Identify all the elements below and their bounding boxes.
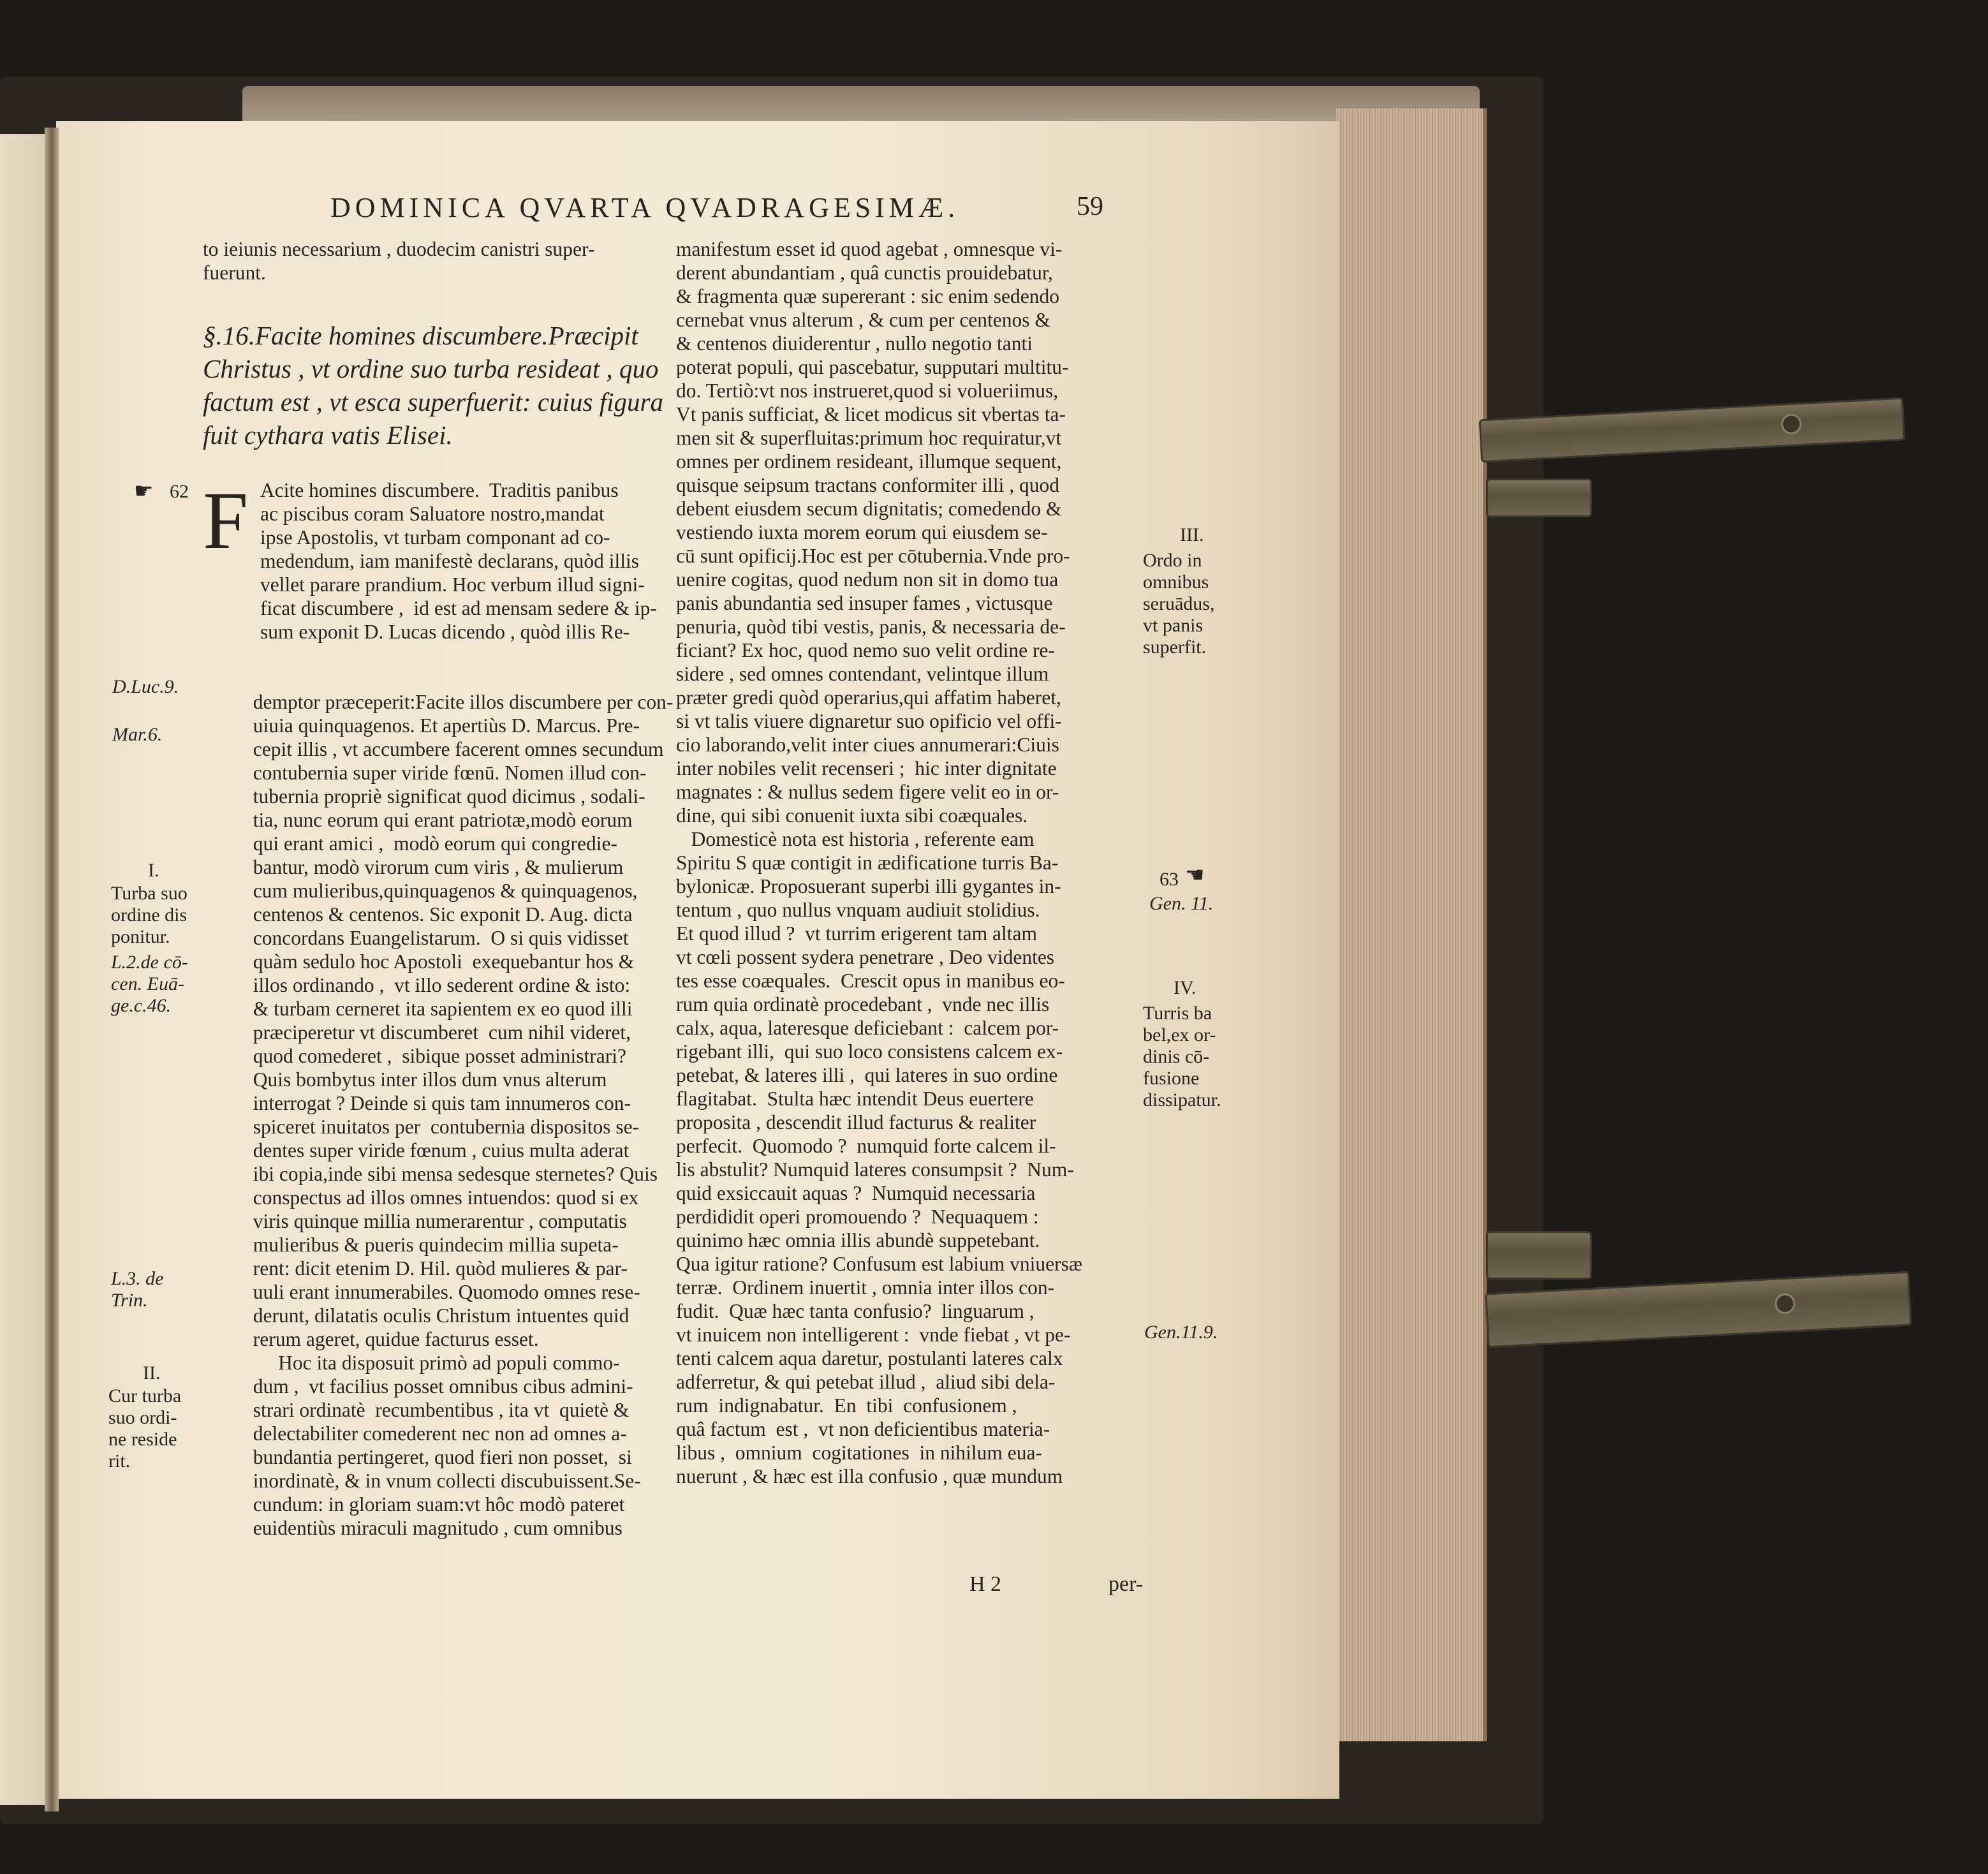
upper-clasp-rivet-icon xyxy=(1781,413,1802,435)
margin-note-63: 63 xyxy=(1160,869,1179,890)
column1-top-lines: to ieiunis necessarium , duodecim canistri super- fuerunt. xyxy=(203,238,595,284)
margin-note-IV: Turris ba bel,ex or- dinis cō- fusione dissipatur. xyxy=(1143,1003,1221,1110)
margin-number-III: III. xyxy=(1180,524,1204,545)
margin-ref-hil: L.3. de Trin. xyxy=(111,1268,164,1311)
margin-ref-gen119: Gen.11.9. xyxy=(1144,1322,1218,1343)
book-gutter xyxy=(45,128,59,1811)
pointing-hand-left-icon: ☚ xyxy=(1185,864,1205,887)
column2-body: manifestum esset id quod agebat , omnesque vi- derent abundantiam , quâ cunctis prouidebatur, & fragmenta quæ supererant : sic enim sedendo cernebat vnus alterum , & cum per centenos & & centenos diuiderentur , nullo negotio tanti poterat populi, qui pascebatur, supputari multitu- do. Tertiò:vt nos instrueret,quod si volueriimus, Vt panis sufficiat, & licet modicus sit vbertas ta- men sit & superfluitas:primum hoc requiratur,vt omnes per ordinem resideant, illumque sequent, quisque seipsum tractans conformiter illi , quod debent eiusdem secum dignitatis; comedendo & vestiendo iuxta morem eorum qui eiusdem se- cū sunt opificij.Hoc est per cōtubernia.Vnde pro- uenire cogitas, quod nedum non sit in domo tua panis abundantia sed insuper fames , victusque penuria, quòd tibi vestis, panis, & necessaria de- ficiant? Ex hoc, quod nemo suo velit ordine re- sidere , sed omnes contendant, velintque illum præter gredi quòd operarius,qui affatim haberet, si vt talis viuere dignaretur suo opificio vel offi- cio laborando,velit inter ciues annumerari:Ciuis inter nobiles velit recenseri ; hic inter dignitate magnates : & nullus sedem figere velit eo in or- dine, qui sibi conuenit iuxta sibi coæquales. Domesticè nota est historia , referente eam Spiritu S quæ contigit in ædificatione turris Ba- bylonicæ. Proposuerant superbi illi gygantes in- tentum , quo nullus vnquam audiuit stolidius. Et quod illud ? vt turrim erigerent tam altam vt cœli possent sydera penetrare , Deo videntes tes esse coæquales. Crescit opus in manibus eo- rum quia ordinatè procedebant , vnde nec illis calx, aqua, lateresque deficiebant : calcem por- rigebant illi, qui suo loco consistens calcem ex- petebat, & lateres illi , qui lateres in suo ordine flagitabat. Stulta hæc intendit Deus euertere proposita , descendit illud facturus & realiter perfecit. Quomodo ? numquid forte calcem il- lis abstulit? Numquid lateres consumpsit ? Num- quid exsiccauit aquas ? Numquid necessaria perdididit operi promouendo ? Nequaquem : quinimo hæc omnia illis abundè suppetebant. Qua igitur ratione? Confusum est labium vniuersæ terræ. Ordinem inuertit , omnia inter illos con- fudit. Quæ hæc tanta confusio? linguarum , vt inuicem non intelligerent : vnde fiebat , vt pe- tenti calcem aqua daretur, postulanti lateres calx adferretur, & qui petebat illud , aliud sibi dela- rum indignabatur. En tibi confusionem , quâ factum est , vt non deficientibus materia- libus , omnium cogitationes in nihilum eua- nuerunt , & hæc est illa confusio , quæ mundum xyxy=(676,238,1082,1487)
column1-opening-lines: Acite homines discumbere. Traditis panibus ac piscibus coram Saluatore nostro,mandat ipse Apostolis, vt turbam componant ad co- medendum, iam manifestè declarans, quòd illis vellet parare prandium. Hoc verbum illud signi- ficat discumbere , id est ad mensam sedere & ip- sum exponit D. Lucas dicendo , quòd illis Re- xyxy=(260,479,657,643)
pointing-hand-icon: ☛ xyxy=(134,480,154,503)
margin-number-I: I. xyxy=(148,860,159,881)
running-title: DOMINICA QVARTA QVADRAGESIMÆ. xyxy=(330,192,960,223)
section-heading: §.16.Facite homines discumbere.Præcipit Christus , vt ordine suo turba resideat , quo factum est , vt esca superfuerit: cuius figura fuit cythara vatis Elisei. xyxy=(203,321,663,450)
left-page-edge xyxy=(0,134,51,1805)
margin-note-II: Cur turba suo ordi- ne reside rit. xyxy=(108,1385,182,1472)
page-block-edge xyxy=(1336,108,1487,1741)
margin-ref-mar: Mar.6. xyxy=(112,724,163,745)
catchword: per- xyxy=(1108,1572,1144,1596)
page-number: 59 xyxy=(1077,192,1103,221)
margin-ref-gen11: Gen. 11. xyxy=(1149,893,1214,914)
lower-clasp-hinge xyxy=(1486,1231,1592,1280)
drop-cap: F xyxy=(203,475,249,566)
margin-number-IV: IV. xyxy=(1174,977,1196,998)
lower-clasp-rivet-icon xyxy=(1774,1293,1796,1315)
margin-ref-luc: D.Luc.9. xyxy=(112,676,179,697)
margin-ref-aug: L.2.de cō- cen. Euā- ge.c.46. xyxy=(111,952,188,1016)
margin-note-62: 62 xyxy=(170,481,189,502)
margin-note-I: Turba suo ordine dis ponitur. xyxy=(111,883,188,947)
margin-number-II: II. xyxy=(143,1362,161,1383)
signature-mark: H 2 xyxy=(969,1572,1002,1596)
lower-clasp xyxy=(1485,1271,1912,1348)
upper-clasp-hinge xyxy=(1486,478,1592,517)
column1-body: demptor præceperit:Facite illos discumbere per con- uiuia quinquagenos. Et apertiùs D. Marcus. Pre- cepit illis , vt accumbere facerent omnes secundum contubernia super viride fœnū. Nomen illud con- tubernia propriè significat quod dicimus , sodali- tia, nunc eorum qui erant patriotæ,modò eorum qui erant amici , modò eorum qui congredie- bantur, modò virorum cum viris , & mulierum cum mulieribus,quinquagenos & quinquagenos, centenos & centenos. Sic exponit D. Aug. dicta concordans Euangelistarum. O si quis vidisset quàm sedulo hoc Apostoli exequebantur hos & illos ordinando , vt illo sederent ordine & isto: & turbam cerneret ita sapientem ex eo quod illi præciperetur vt discumberet cum nihil videret, quod comederet , sibique posset administrari? Quis bombytus inter illos dum vnus alterum interrogat ? Deinde si quis tam innumeros con- spiceret inuitatos per contubernia dispositos se- dentes super viride fœnum , cuius multa aderat ibi copia,inde sibi mensa sedesque sternetes? Quis conspectus ad illos omnes intuendos: quod si ex viris quinque millia numerarentur , computatis mulieribus & pueris quindecim millia supeta- rent: dicit etenim D. Hil. quòd mulieres & par- uuli erant innumerabiles. Quomodo omnes rese- derunt, dilatatis oculis Christum intuentes quid rerum ageret, quidue facturus esset. Hoc ita disposuit primò ad populi commo- dum , vt facilius posset omnibus cibus admini- strari ordinatè recumbentibus , ita vt quietè & delectabiliter comederent nec non ad omnes a- bundantia pertingeret, quod fieri non posset, si inordinatè, & in vnum collecti discubuissent.Se- cundum: in gloriam suam:vt hôc modò pateret euidentiùs miraculi magnitudo , cum omnibus xyxy=(253,691,674,1539)
margin-note-III: Ordo in omnibus seruādus, vt panis superfit. xyxy=(1143,550,1215,658)
